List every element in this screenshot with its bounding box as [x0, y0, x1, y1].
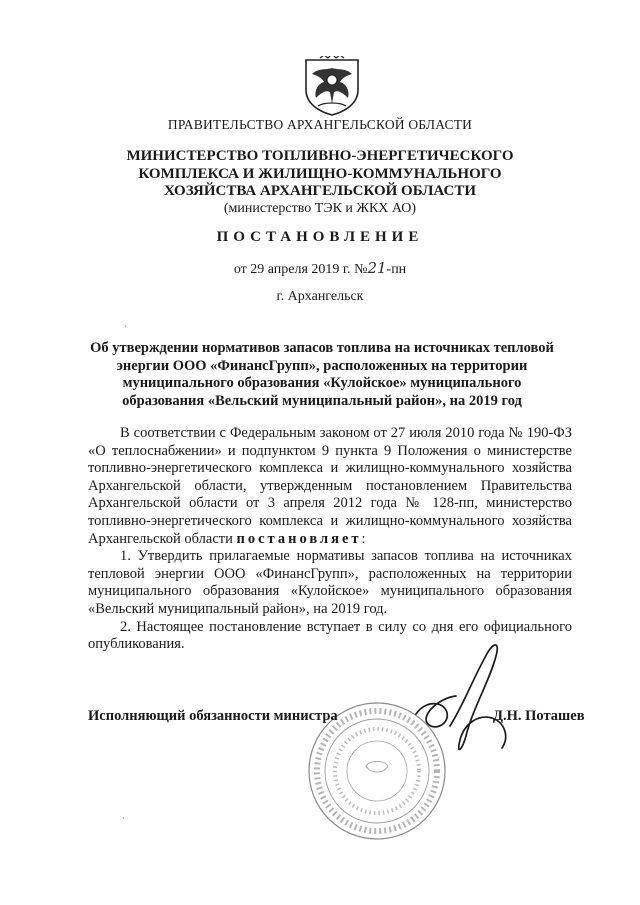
preamble-paragraph	[88, 425, 572, 548]
ministry-name-line: КОМПЛЕКСА И ЖИЛИЩНО-КОММУНАЛЬНОГО	[138, 165, 502, 182]
title-line: энергии ООО «ФинансГрупп», расположенных на территории	[116, 357, 528, 374]
document-type: ПОСТАНОВЛЕНИЕ	[216, 229, 424, 245]
signatory-name: Д.Н. Поташев	[493, 708, 585, 724]
coat-of-arms-icon	[300, 56, 364, 116]
preamble-text: В соответствии с Федеральным законом от 27 июля 2010 года № 190-ФЗ «О теплоснабжении» и подпунктом 9 пункта 9 Положения о министерстве топливно-энергетического комплекса и жилищно-коммунального хозяйства Архангельской области, утвержденным постановлением Правительства Архангельской области от 3 апреля 2012 года № 128-пп, министерство топливно-энергетического комплекса и жилищно-коммунального хозяйства Архангельской области	[88, 425, 572, 547]
handwritten-number: 21	[367, 259, 387, 277]
ministry-name	[0, 148, 640, 201]
number-suffix: -пн	[386, 262, 407, 277]
government-header: ПРАВИТЕЛЬСТВО АРХАНГЕЛЬСКОЙ ОБЛАСТИ	[167, 117, 473, 132]
ministry-name-line: МИНИСТЕРСТВО ТОПЛИВНО-ЭНЕРГЕТИЧЕСКОГО	[126, 148, 514, 164]
title-line: Об утверждении нормативов запасов топлива на источниках тепловой	[90, 340, 554, 356]
title-line: образования «Вельский муниципальный район», на 2019 год	[122, 392, 522, 409]
decree-item-2: 2. Настоящее постановление вступает в силу со дня его официального опубликования.	[88, 618, 572, 653]
date-prefix: от 29 апреля 2019 г. №	[233, 262, 368, 277]
ministry-short-name: (министерство ТЭК и ЖКХ АО)	[223, 201, 417, 216]
document-body	[88, 425, 572, 654]
document-title	[78, 340, 566, 410]
decree-colon: :	[361, 530, 366, 547]
ministry-name-line: ХОЗЯЙСТВА АРХАНГЕЛЬСКОЙ ОБЛАСТИ	[163, 183, 477, 199]
document-date-number	[0, 259, 640, 278]
decree-word: постановляет	[236, 530, 362, 547]
handwritten-signature-icon	[410, 640, 520, 760]
decree-item-1: 1. Утвердить прилагаемые нормативы запасов топлива на источниках тепловой энергии ООО «ФинансГрупп», расположенных на территории муниципального образования «Кулойское» муниципального образования «Вельский муниципальный район», на 2019 год.	[88, 548, 572, 617]
signatory-position: Исполняющий обязанности министра	[88, 708, 338, 724]
title-line: муниципального образования «Кулойское» муниципального	[122, 375, 522, 391]
scan-speck-icon: ˋ	[124, 324, 127, 334]
scan-speck-icon: ˋ	[122, 816, 125, 826]
document-city: г. Архангельск	[276, 289, 364, 304]
